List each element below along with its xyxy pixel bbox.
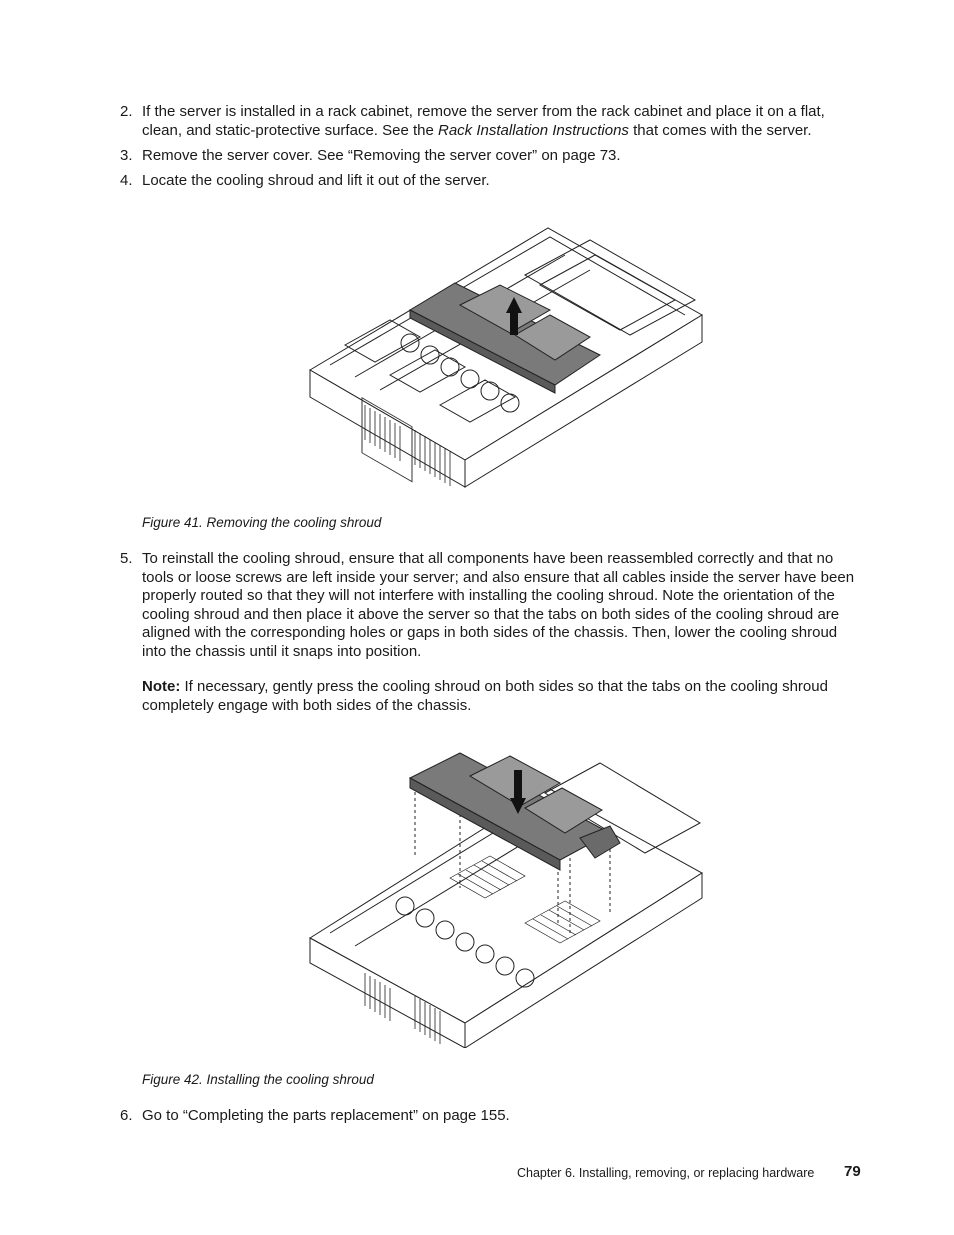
step-number: 6. [120, 1107, 133, 1124]
step-5 [120, 550, 865, 661]
step-number: 2. [120, 103, 133, 120]
footer-chapter: Chapter 6. Installing, removing, or replacing hardware [517, 1166, 815, 1180]
note-label: Note: [142, 678, 181, 695]
step-2 [120, 103, 865, 140]
step-text-before: If the server is installed in a rack cabinet, remove the server from the rack cabinet and place it on a flat, clean, and static-protective surface. See the [142, 103, 825, 139]
step-4 [120, 172, 865, 191]
rack-instructions-title: Rack Installation Instructions [438, 121, 629, 139]
figure-42-caption: Figure 42. Installing the cooling shroud [142, 1072, 374, 1087]
figure-41-illustration [300, 225, 705, 495]
page-number: 79 [844, 1163, 861, 1180]
step-6 [120, 1107, 865, 1126]
step-text: Locate the cooling shroud and lift it out of the server. [142, 172, 490, 189]
step-text: To reinstall the cooling shroud, ensure that all components have been reassembled correctly and that no tools or loose screws are left inside your server; and also ensure that all cables inside the server have been properly routed so that they will not interfere with installing the cooling shroud. Note the orientation of the cooling shroud and then place it above the server so that the tabs on both sides of the cooling shroud are aligned with the corresponding holes or gaps in both sides of the chassis. Then, lower the cooling shroud into the chassis until it snaps into position. [142, 550, 855, 660]
note-text: If necessary, gently press the cooling shroud on both sides so that the tabs on the cooling shroud completely engage with both sides of the chassis. [142, 678, 828, 714]
step-text-after: that comes with the server. [628, 121, 812, 139]
step-3 [120, 147, 865, 166]
step-text: Remove the server cover. See “Removing the server cover” on page 73. [142, 147, 621, 164]
note [142, 678, 867, 715]
figure-42-illustration [300, 748, 705, 1048]
step-number: 3. [120, 147, 133, 164]
step-number: 5. [120, 550, 133, 567]
step-number: 4. [120, 172, 133, 189]
step-text [142, 103, 865, 140]
figure-41-caption: Figure 41. Removing the cooling shroud [142, 515, 382, 530]
step-text: Go to “Completing the parts replacement” on page 155. [142, 1107, 510, 1124]
